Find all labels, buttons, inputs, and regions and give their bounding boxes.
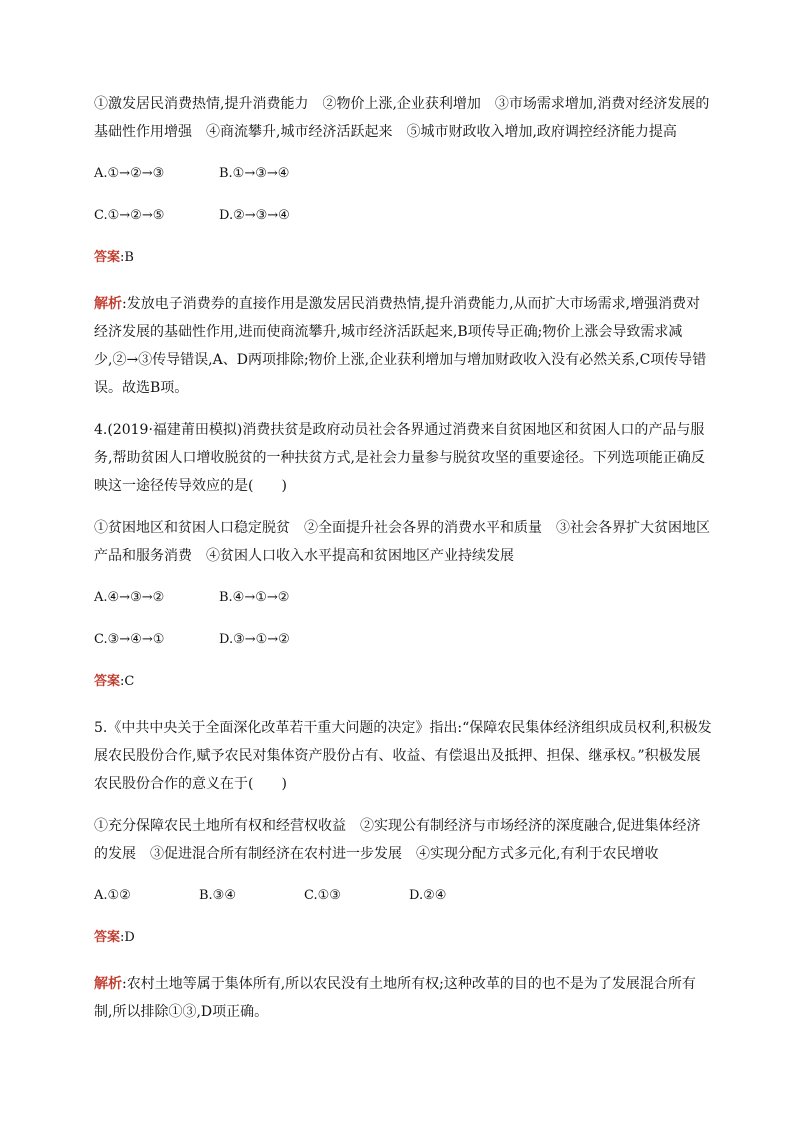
q3-items: ①激发居民消费热情,提升消费能力 ②物价上涨,企业获利增加 ③市场需求增加,消费对经济发展的基础性作用增强 ④商流攀升,城市经济活跃起来 ⑤城市财政收入增加,政府调控经济能力提高 [94,96,710,140]
q4-options-row-2 [94,626,714,654]
q4-options-row-1 [94,584,714,612]
q3-answer-value: :B [120,250,134,265]
document-page [94,90,714,1026]
q3-options-row-2 [94,202,714,230]
q3-option-d: D.②→③→④ [219,208,290,223]
q5-items: ①充分保障农民土地所有权和经营权收益 ②实现公有制经济与市场经济的深度融合,促进集体经济的发展 ③促进混合所有制经济在农村进一步发展 ④实现分配方式多元化,有利于农民增收 [94,818,701,862]
q4-option-d: D.③→①→② [219,632,290,647]
q3-analysis [94,290,714,402]
q3-options-row-1 [94,160,714,188]
q5-option-a: A.①② [94,888,131,903]
q4-option-c: C.③→④→① [94,632,165,647]
q5-option-c: C.①③ [304,888,341,903]
q5-analysis-text: :农村土地等属于集体所有,所以农民没有土地所有权;这种改革的目的也不是为了发展混合所有制,所以排除①③,D项正确。 [94,976,696,1020]
q5-options-row [94,882,714,910]
answer-label: 答案 [94,250,121,265]
analysis-label: 解析 [94,976,122,992]
q4-stem: 4.(2019·福建莆田模拟)消费扶贫是政府动员社会各界通过消费来自贫困地区和贫困人口的产品与服务,帮助贫困人口增收脱贫的一种扶贫方式,是社会力量参与脱贫攻坚的重要途径。下列选项能正确反映这一途径传导效应的是( ) [94,422,705,494]
q4-answer-value: :C [120,674,135,689]
answer-label: 答案 [94,930,121,945]
q3-option-b: B.①→③→④ [219,166,290,181]
answer-label: 答案 [94,674,121,689]
q5-answer-value: :D [120,930,135,945]
q3-analysis-text: :发放电子消费券的直接作用是激发居民消费热情,提升消费能力,从而扩大市场需求,增强消费对经济发展的基础性作用,进而使商流攀升,城市经济活跃起来,B项传导正确;物价上涨会导致需求减少,②→③传导错误,A、D两项排除;物价上涨,企业获利增加与增加财政收入没有必然关系,C项传导错误。故选B项。 [94,296,707,396]
q5-option-d: D.②④ [409,888,447,903]
analysis-label: 解析 [94,296,122,312]
q3-answer [94,244,714,272]
q4-items: ①贫困地区和贫困人口稳定脱贫 ②全面提升社会各界的消费水平和质量 ③社会各界扩大贫困地区产品和服务消费 ④贫困人口收入水平提高和贫困地区产业持续发展 [94,520,710,564]
q4-option-a: A.④→③→② [94,590,165,605]
q4-answer [94,668,714,696]
q5-option-b: B.③④ [199,888,236,903]
q3-option-a: A.①→②→③ [94,166,165,181]
q5-stem: 5.《中共中央关于全面深化改革若干重大问题的决定》指出:“保障农民集体经济组织成员权利,积极发展农民股份合作,赋予农民对集体资产股份占有、收益、有偿退出及抵押、担保、继承权。”积极发展农民股份合作的意义在于( ) [94,720,712,792]
q5-answer [94,924,714,952]
q5-analysis [94,970,714,1026]
q3-option-c: C.①→②→⑤ [94,208,165,223]
q4-option-b: B.④→①→② [219,590,290,605]
